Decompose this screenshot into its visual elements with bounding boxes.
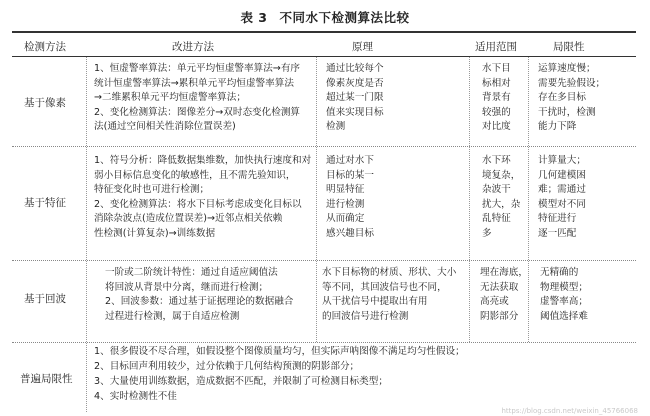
- column-divider: [469, 57, 470, 342]
- table-number: 表 3: [240, 10, 268, 25]
- method-cell: 基于特征: [24, 197, 66, 209]
- table-caption: 不同水下检测算法比较: [279, 10, 410, 25]
- column-divider: [316, 57, 317, 342]
- header-principle: 原理: [352, 41, 373, 53]
- improvement-cell: 一阶或二阶统计特性：通过自适应阈值法 将回波从背景中分离，继而进行检测； 2、回波参数：通过基于证据理论的数据融合 过程进行检测，属于自适应检测: [105, 267, 294, 322]
- general-item: 4、实时检测性不佳: [94, 391, 177, 402]
- scope-cell: 水下环 境复杂， 杂波干 扰大，杂 乱特征 多: [482, 155, 521, 239]
- header-rule: [12, 56, 636, 57]
- principle-cell: 通过对水下 目标的某一 明显特征 进行检测 从而确定 感兴趣目标: [326, 155, 374, 239]
- header-scope: 适用范围: [475, 41, 517, 53]
- limitation-cell: 无精确的 物理模型； 虚警率高； 阈值选择难: [540, 267, 588, 322]
- header-limitation: 局限性: [553, 41, 585, 53]
- general-item: 1、很多假设不尽合理，如假设整个图像质量均匀，但实际声呐图像不满足均匀性假设；: [94, 346, 465, 357]
- limitation-cell: 运算速度慢； 需要先验假设； 存在多目标 干扰时，检测 能力下降: [538, 63, 606, 133]
- general-label: 普遍局限性: [20, 373, 73, 385]
- table-title: [0, 8, 650, 26]
- top-rule: [12, 31, 636, 33]
- scope-cell: 水下目 标相对 背景有 较强的 对比度: [482, 63, 511, 133]
- method-cell: 基于像素: [24, 97, 66, 109]
- principle-cell: 通过比较每个 像素灰度是否 超过某一门限 值来实现目标 检测: [326, 63, 384, 133]
- principle-cell: 水下目标物的材质、形状、大小 等不同，其回波信号也不同， 从干扰信号中提取出有用 的回波信号进行检测: [322, 267, 457, 322]
- header-method: 检测方法: [24, 41, 66, 53]
- watermark-text: https://blog.csdn.net/weixin_45766068: [501, 407, 638, 415]
- row-divider: [12, 342, 636, 343]
- method-cell: 基于回波: [24, 293, 66, 305]
- header-improvement: 改进方法: [172, 41, 214, 53]
- general-item: 2、目标回声利用较少，过分依赖于几何结构预测的阴影部分；: [94, 361, 360, 372]
- column-divider: [528, 57, 529, 342]
- row-divider: [12, 146, 636, 147]
- improvement-cell: 1、符号分析：降低数据集维数，加快执行速度和对 弱小目标信息变化的敏感性，且不需先验知识， 特征变化时也可进行检测； 2、变化检测算法：将水下目标考虑成变化目标以 消除杂波点(造成位置误差)→近邻点相关依赖 性检测(计算复杂)→训练数据: [94, 155, 312, 239]
- improvement-cell: 1、恒虚警率算法：单元平均恒虚警率算法→有序 统计恒虚警率算法→累积单元平均恒虚警率算法 →二维累积单元平均恒虚警率算法； 2、变化检测算法：图像差分→双时态变化检测算 法(通过空间相关性消除位置误差): [94, 63, 301, 133]
- scope-cell: 埋在海底， 无法获取 高亮或 阴影部分: [480, 267, 528, 322]
- general-item: 3、大量使用训练数据，造成数据不匹配，并限制了可检测目标类型；: [94, 376, 388, 387]
- row-divider: [12, 260, 636, 261]
- column-divider: [86, 57, 87, 412]
- limitation-cell: 计算量大； 几何建模困 难；需通过 模型对不同 特征进行 逐一匹配: [538, 155, 586, 239]
